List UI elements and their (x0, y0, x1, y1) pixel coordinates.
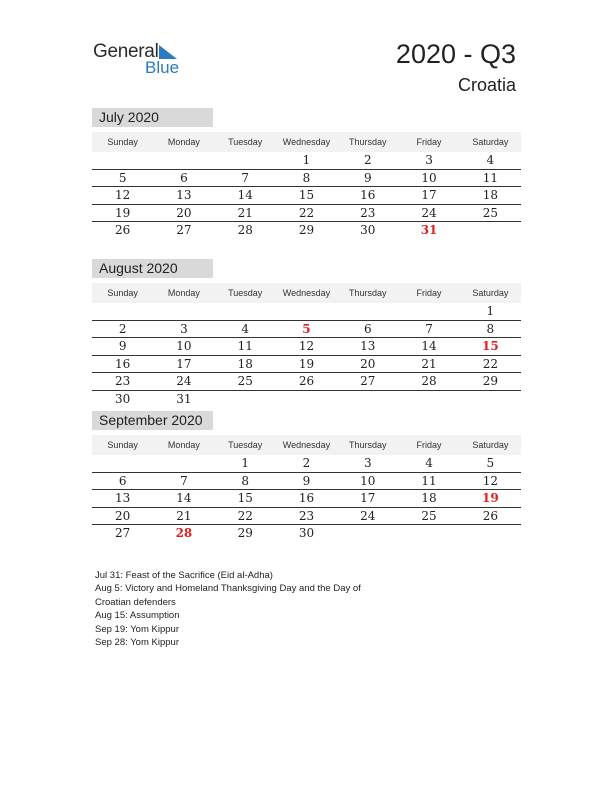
week-row (92, 455, 521, 473)
day-cell: 29 (482, 374, 498, 389)
week-row (92, 508, 521, 526)
weekday-label: Friday (416, 137, 442, 147)
week-row (92, 473, 521, 491)
day-cell: 15 (237, 491, 253, 506)
day-cell: 11 (421, 473, 437, 488)
week-row (92, 338, 521, 356)
week-row (92, 373, 521, 391)
weekday-label: Wednesday (282, 288, 331, 298)
day-cell: 29 (298, 223, 315, 238)
month-label: September 2020 (92, 411, 213, 430)
day-cell: 16 (298, 491, 315, 506)
day-cell: 12 (115, 188, 131, 203)
weekday-label: Friday (416, 440, 442, 450)
day-cell: 30 (360, 223, 376, 238)
day-cell: 4 (241, 321, 250, 336)
logo-triangle-icon (159, 45, 177, 59)
day-cell: 3 (180, 321, 188, 336)
day-cell: 1 (302, 153, 311, 168)
weekday-label: Tuesday (228, 440, 263, 450)
day-cell: 26 (115, 223, 131, 238)
day-cell: 13 (115, 491, 131, 506)
holiday-notes (95, 569, 361, 649)
day-cell: 19 (298, 356, 315, 371)
day-cell: 11 (482, 170, 498, 185)
day-cell: 11 (237, 339, 253, 354)
day-cell: 4 (425, 456, 433, 471)
week-row (92, 222, 521, 239)
day-cell: 21 (176, 508, 192, 523)
day-cell: 23 (115, 374, 131, 389)
day-cell: 22 (298, 205, 315, 220)
day-cell: 27 (360, 374, 376, 389)
weekday-label: Friday (416, 288, 442, 298)
weekday-label: Monday (167, 137, 200, 147)
month-september (92, 411, 521, 542)
day-cell: 8 (486, 321, 495, 336)
holiday-note: Croatian defenders (95, 596, 176, 608)
week-row (92, 490, 521, 508)
day-cell: 24 (360, 508, 376, 523)
day-cell: 26 (482, 508, 498, 523)
day-cell: 5 (118, 170, 127, 185)
day-cell: 14 (176, 491, 192, 506)
generalblue-logo (93, 41, 193, 81)
day-cell: 1 (241, 456, 250, 471)
month-july (92, 108, 521, 239)
week-row (92, 525, 521, 542)
logo-general-text: General (93, 41, 159, 62)
day-cell: 17 (421, 188, 437, 203)
weekday-label: Monday (167, 440, 200, 450)
weekday-label: Thursday (349, 288, 387, 298)
day-cell: 24 (176, 374, 192, 389)
day-cell: 21 (421, 356, 437, 371)
day-cell: 14 (421, 339, 437, 354)
weekday-label: Sunday (107, 288, 138, 298)
day-cell: 3 (425, 153, 433, 168)
week-row (92, 205, 521, 223)
week-row (92, 321, 521, 339)
day-cell: 20 (360, 356, 376, 371)
day-cell: 18 (237, 356, 253, 371)
day-cell: 27 (176, 223, 192, 238)
day-cell: 17 (176, 356, 192, 371)
day-cell: 30 (115, 391, 131, 406)
day-cell: 10 (360, 473, 376, 488)
day-cell: 19 (115, 205, 131, 220)
holiday-note: Sep 28: Yom Kippur (95, 637, 179, 649)
day-cell: 9 (118, 339, 127, 354)
day-cell: 25 (237, 374, 253, 389)
day-cell: 13 (176, 188, 192, 203)
day-cell: 28 (175, 526, 193, 541)
holiday-note: Sep 19: Yom Kippur (95, 623, 179, 635)
day-cell: 6 (363, 321, 372, 336)
day-cell: 9 (363, 170, 372, 185)
weekday-label: Saturday (472, 440, 509, 450)
weekday-label: Sunday (107, 137, 138, 147)
day-cell: 31 (420, 223, 438, 238)
day-cell: 20 (115, 508, 131, 523)
day-cell: 21 (237, 205, 253, 220)
weekday-label: Thursday (349, 440, 387, 450)
day-cell: 25 (482, 205, 498, 220)
holiday-note: Aug 5: Victory and Homeland Thanksgiving Day and the Day of (95, 583, 361, 595)
day-cell: 5 (302, 321, 311, 336)
weekday-label: Monday (167, 288, 200, 298)
weekday-label: Tuesday (228, 137, 263, 147)
day-cell: 13 (360, 339, 376, 354)
day-cell: 23 (360, 205, 376, 220)
month-label: August 2020 (92, 259, 213, 278)
day-cell: 7 (425, 321, 433, 336)
day-cell: 1 (486, 304, 495, 319)
day-cell: 2 (302, 456, 311, 471)
weekday-header (92, 132, 521, 152)
month-label: July 2020 (92, 108, 213, 127)
day-cell: 8 (302, 170, 311, 185)
day-cell: 22 (237, 508, 253, 523)
weekday-label: Wednesday (282, 440, 331, 450)
day-cell: 2 (363, 153, 372, 168)
week-row (92, 356, 521, 374)
day-cell: 8 (241, 473, 250, 488)
day-cell: 26 (298, 374, 315, 389)
day-cell: 5 (486, 456, 495, 471)
week-row (92, 170, 521, 188)
week-row (92, 303, 521, 321)
weekday-header (92, 283, 521, 303)
day-cell: 10 (421, 170, 437, 185)
day-cell: 28 (421, 374, 437, 389)
weekday-header (92, 435, 521, 455)
day-cell: 16 (115, 356, 131, 371)
day-cell: 25 (421, 508, 437, 523)
page-title: 2020 - Q3 (395, 39, 516, 69)
day-cell: 19 (481, 491, 499, 506)
week-row (92, 391, 521, 408)
weekday-label: Thursday (349, 137, 387, 147)
day-cell: 6 (180, 170, 188, 185)
day-cell: 23 (298, 508, 315, 523)
day-cell: 7 (241, 170, 250, 185)
weekday-label: Tuesday (228, 288, 263, 298)
holiday-note: Jul 31: Feast of the Sacrifice (Eid al-Adha) (95, 570, 273, 581)
day-cell: 29 (237, 526, 253, 541)
day-cell: 24 (421, 205, 437, 220)
week-row (92, 152, 521, 170)
month-august (92, 259, 521, 407)
week-row (92, 187, 521, 205)
holiday-note: Aug 15: Assumption (95, 610, 180, 622)
logo-blue-text: Blue (145, 58, 180, 77)
day-cell: 4 (486, 153, 495, 168)
day-cell: 27 (115, 526, 131, 541)
day-cell: 3 (363, 456, 372, 471)
weekday-label: Saturday (472, 137, 509, 147)
day-cell: 6 (118, 473, 127, 488)
day-cell: 15 (298, 188, 315, 203)
day-cell: 14 (237, 188, 253, 203)
day-cell: 15 (481, 339, 499, 354)
weekday-label: Wednesday (282, 137, 331, 147)
day-cell: 10 (176, 339, 192, 354)
day-cell: 20 (176, 205, 192, 220)
day-cell: 28 (237, 223, 253, 238)
day-cell: 9 (302, 473, 311, 488)
country-name: Croatia (457, 75, 516, 95)
day-cell: 22 (482, 356, 498, 371)
day-cell: 18 (421, 491, 437, 506)
day-cell: 31 (176, 391, 192, 406)
weekday-label: Sunday (107, 440, 138, 450)
day-cell: 17 (360, 491, 376, 506)
day-cell: 2 (118, 321, 127, 336)
day-cell: 30 (298, 526, 315, 541)
weekday-label: Saturday (472, 288, 509, 298)
day-cell: 16 (360, 188, 376, 203)
day-cell: 7 (180, 473, 188, 488)
day-cell: 12 (482, 473, 498, 488)
day-cell: 12 (298, 339, 315, 354)
day-cell: 18 (482, 188, 498, 203)
